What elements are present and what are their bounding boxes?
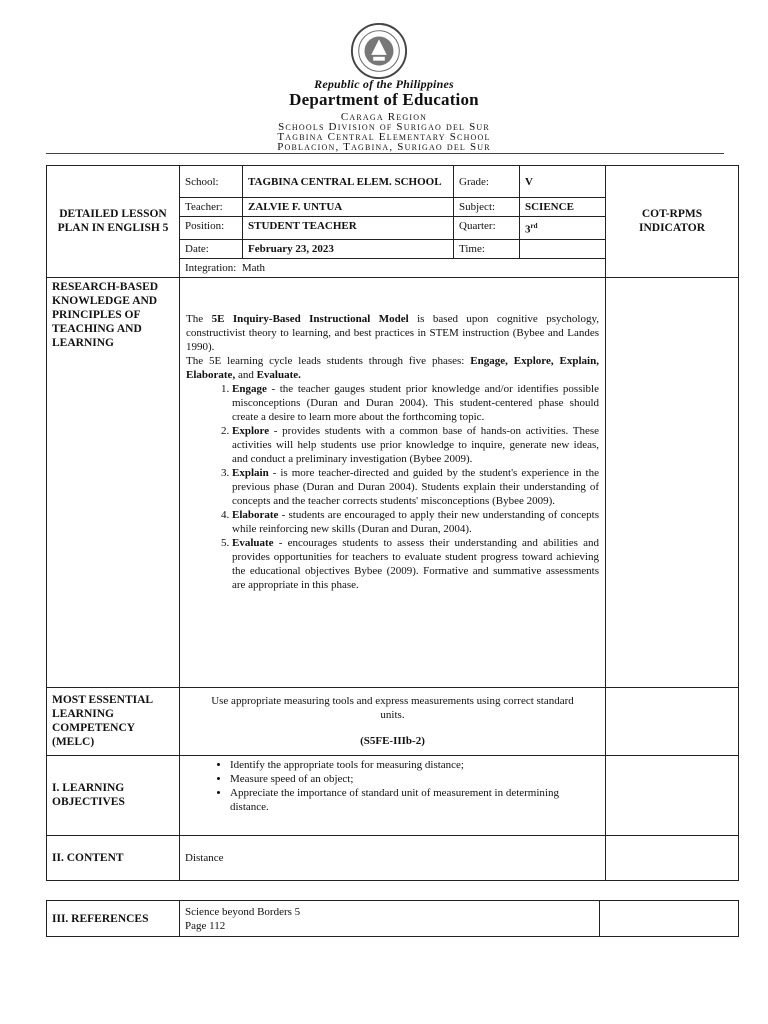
position-value: STUDENT TEACHER	[243, 217, 454, 240]
school-label: School:	[180, 166, 243, 198]
teacher-value: ZALVIE F. UNTUA	[243, 198, 454, 217]
melc-indicator-cell	[606, 687, 739, 755]
header-rule	[46, 153, 724, 154]
content-value: Distance	[180, 835, 606, 880]
research-paragraph-1: The 5E Inquiry-Based Instructional Model is based upon cognitive psychology, constructivist theory to learning, and best practices in STEM instruction (Bybee and Landes 1990).	[186, 312, 599, 353]
cot-indicator-header: COT-RPMS INDICATOR	[606, 166, 739, 278]
phase-item: 5. Evaluate - encourages students to assess their understanding and abilities and provides opportunities for teachers to evaluate student progress toward achieving the educational objectives Bybee (2009). Formative and summative assessments are appropriate in this phase.	[232, 536, 599, 592]
time-label: Time:	[454, 239, 520, 258]
objectives-label: I. LEARNING OBJECTIVES	[47, 755, 180, 835]
research-paragraph-2: The 5E learning cycle leads students through five phases: Engage, Explore, Explain, Elaborate, and Evaluate.	[186, 354, 599, 381]
deped-seal-icon	[350, 22, 408, 80]
reference-line-2: Page 112	[185, 919, 226, 932]
objective-item: • Identify the appropriate tools for measuring distance;	[230, 758, 600, 772]
integration-row: Integration: Math	[180, 258, 606, 277]
references-content	[180, 901, 600, 937]
phase-item: 1. Engage - the teacher gauges student prior knowledge and/or identifies possible misconceptions (Duran and Duran 2004). This student-centered phase should create a desire to learn more about the forthcoming topic.	[232, 382, 599, 424]
lesson-plan-table	[46, 165, 739, 881]
teacher-label: Teacher:	[180, 198, 243, 217]
department-line: Department of Education	[289, 90, 479, 109]
republic-line: Republic of the Philippines	[314, 77, 454, 91]
research-content	[180, 277, 606, 687]
references-indicator-cell	[600, 901, 739, 937]
school-line: Tagbina Central Elementary School	[277, 131, 491, 143]
melc-text: Use appropriate measuring tools and express measurements using correct standard units.	[211, 694, 574, 721]
objective-item: • Measure speed of an object;	[230, 772, 600, 786]
division-line: Schools Division of Surigao del Sur	[278, 121, 490, 133]
position-label: Position:	[180, 217, 243, 240]
school-value: TAGBINA CENTRAL ELEM. SCHOOL	[243, 166, 454, 198]
subject-label: Subject:	[454, 198, 520, 217]
melc-label: MOST ESSENTIAL LEARNING COMPETENCY (MELC)	[47, 687, 180, 755]
letterhead	[0, 0, 768, 158]
objectives-list	[185, 758, 600, 814]
melc-code: (S5FE-IIIb-2)	[360, 734, 425, 747]
date-value: February 23, 2023	[243, 239, 454, 258]
phase-item: 4. Elaborate - students are encouraged to apply their new understanding of concepts while reinforcing new skills (Duran and Duran, 2004).	[232, 508, 599, 536]
reference-line-1: Science beyond Borders 5	[185, 905, 301, 918]
grade-label: Grade:	[454, 166, 520, 198]
references-table	[46, 900, 739, 937]
objectives-indicator-cell	[606, 755, 739, 835]
quarter-value: 3rd	[520, 217, 606, 240]
references-label: III. REFERENCES	[47, 901, 180, 937]
quarter-label: Quarter:	[454, 217, 520, 240]
subject-value: SCIENCE	[520, 198, 606, 217]
date-label: Date:	[180, 239, 243, 258]
phase-list	[186, 382, 599, 592]
objective-item: • Appreciate the importance of standard unit of measurement in determining distance.	[230, 786, 600, 814]
grade-value: V	[520, 166, 606, 198]
melc-content	[180, 687, 606, 755]
region-line: Caraga Region	[340, 111, 428, 123]
phase-item: 3. Explain - is more teacher-directed and guided by the student's experience in the previous phase (Duran and Duran 2004). Students explain their understanding of concepts and the teacher corrects students' misconceptions (Bybee 2009).	[232, 466, 599, 508]
plan-title: DETAILED LESSON PLAN IN ENGLISH 5	[47, 166, 180, 278]
time-value	[520, 239, 606, 258]
content-indicator-cell	[606, 835, 739, 880]
phase-item: 2. Explore - provides students with a common base of hands-on activities. These activities will help students use prior knowledge to inquire, generate new ideas, and conduct a preliminary investigation (Bybee 2009).	[232, 424, 599, 466]
research-indicator-cell	[606, 277, 739, 687]
content-label: II. CONTENT	[47, 835, 180, 880]
research-label: RESEARCH-BASED KNOWLEDGE AND PRINCIPLES OF TEACHING AND LEARNING	[47, 277, 180, 687]
objectives-content	[180, 755, 606, 835]
address-line: Poblacion, Tagbina, Surigao del Sur	[277, 141, 491, 153]
